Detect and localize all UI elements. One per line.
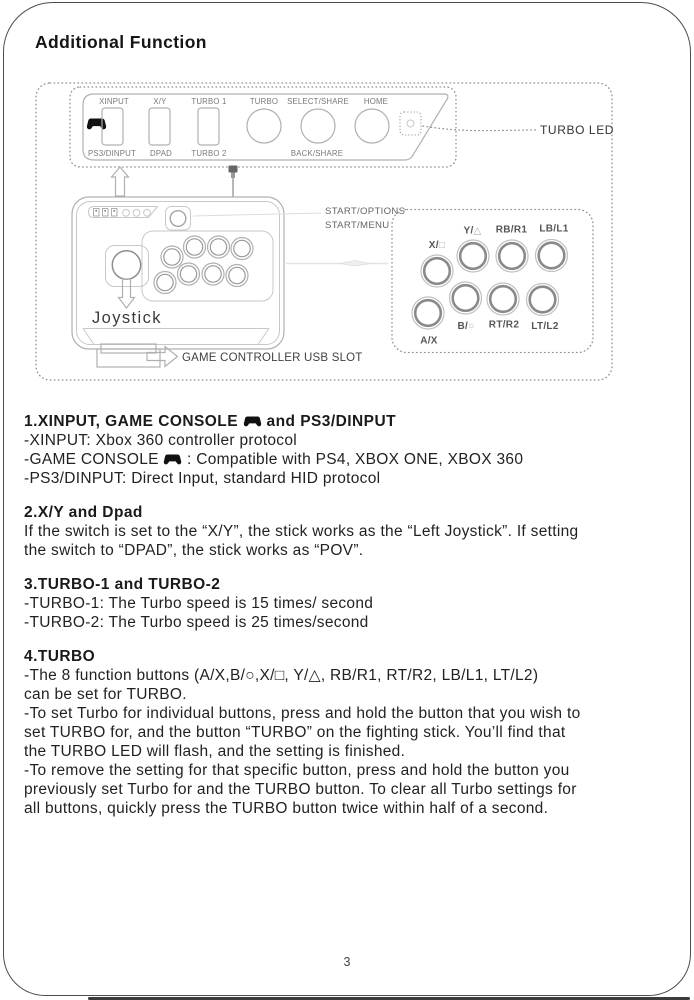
cluster-label-rb: RB/R1 <box>495 224 528 236</box>
section-turbo-speed <box>24 575 674 632</box>
device-mini-strip <box>89 207 158 218</box>
section-xinput <box>24 412 674 488</box>
switch-turbo1-turbo2 <box>198 108 219 145</box>
section-xy-dpad <box>24 503 674 560</box>
cluster-label-y: Y/△ <box>463 225 482 237</box>
body-line: set TURBO for, and the button “TURBO” on the fighting stick. You’ll find that <box>24 724 566 741</box>
body-line: -To set Turbo for individual buttons, press and hold the button that you wish to <box>24 705 581 722</box>
section-1-heading <box>24 412 674 431</box>
section-turbo <box>24 647 674 818</box>
body-line: previously set Turbo for and the TURBO button. To clear all Turbo settings for <box>24 781 577 798</box>
turbo-button <box>247 109 281 143</box>
label-select-share: SELECT/SHARE <box>287 97 349 106</box>
section-4-heading: 4.TURBO <box>24 648 96 665</box>
gamepad-icon <box>87 118 106 129</box>
usb-cable <box>229 166 238 198</box>
turbo-led-dot <box>407 120 414 127</box>
label-home: HOME <box>363 97 389 106</box>
section-1-heading-post: and PS3/DINPUT <box>266 413 397 430</box>
turbo-led-leader <box>423 126 536 131</box>
device-front-edge <box>83 329 269 345</box>
cluster-label-rt: RT/R2 <box>488 319 520 331</box>
fight-stick-device <box>72 197 284 367</box>
label-dpad: DPAD <box>150 149 172 158</box>
hardware-diagram <box>0 0 694 400</box>
body-line: -The 8 function buttons (A/X,B/○,X/□, Y/△, RB/R1, RT/R2, LB/L1, LT/L2) <box>24 667 539 684</box>
home-button <box>355 109 389 143</box>
label-xy: X/Y <box>153 97 167 106</box>
down-arrow <box>119 279 135 308</box>
switch-xy-dpad <box>149 108 170 145</box>
start-options-label: START/OPTIONS <box>325 206 406 217</box>
cluster-detail <box>412 224 569 347</box>
body-line: can be set for TURBO. <box>24 686 187 703</box>
body-line: the TURBO LED will flash, and the setting is finished. <box>24 743 406 760</box>
device-button-cluster <box>142 231 273 301</box>
cluster-label-a: A/X <box>420 335 438 347</box>
turbo-led <box>400 112 421 135</box>
turbo-led-label: TURBO LED <box>540 123 615 137</box>
start-leader-line <box>193 213 321 216</box>
section-3-heading: 3.TURBO-1 and TURBO-2 <box>24 576 221 593</box>
select-share-button <box>301 109 335 143</box>
page-number: 3 <box>343 955 351 969</box>
device-start-button <box>166 207 191 231</box>
body-line: If the switch is set to the “X/Y”, the stick works as the “Left Joystick”. If setting <box>24 523 579 540</box>
body-line: -TURBO-1: The Turbo speed is 15 times/ second <box>24 595 374 612</box>
up-arrow <box>112 167 129 196</box>
instructions <box>24 412 674 833</box>
page-title: Additional Function <box>35 32 207 52</box>
body-line: -GAME CONSOLE : Compatible with PS4, XBOX ONE, XBOX 360 <box>24 451 524 468</box>
body-line: -To remove the setting for that specific button, press and hold the button you <box>24 762 570 779</box>
joystick-label: Joystick <box>92 309 162 327</box>
start-menu-label: START/MENU <box>325 220 390 231</box>
label-back-share: BACK/SHARE <box>290 149 344 158</box>
label-ps3-dinput: PS3/DINPUT <box>88 149 136 158</box>
body-line: -PS3/DINPUT: Direct Input, standard HID protocol <box>24 470 381 487</box>
label-xinput: XINPUT <box>99 97 129 106</box>
section-2-heading: 2.X/Y and Dpad <box>24 504 143 521</box>
body-line: the switch to “DPAD”, the stick works as “POV”. <box>24 542 364 559</box>
cluster-label-lb: LB/L1 <box>539 223 569 235</box>
body-line: all buttons, quickly press the TURBO button twice within half of a second. <box>24 800 549 817</box>
cluster-label-lt: LT/L2 <box>531 321 559 332</box>
cluster-label-x: X/□ <box>428 240 446 251</box>
body-line: -TURBO-2: The Turbo speed is 25 times/second <box>24 614 369 631</box>
cluster-connector <box>286 261 388 267</box>
gamepad-icon <box>243 415 262 428</box>
body-line: -XINPUT: Xbox 360 controller protocol <box>24 432 297 449</box>
section-1-heading-pre: 1.XINPUT, GAME CONSOLE <box>24 413 239 430</box>
usb-slot-label: GAME CONTROLLER USB SLOT <box>182 352 363 364</box>
gamepad-icon <box>163 453 182 466</box>
label-turbo1: TURBO 1 <box>191 97 227 106</box>
label-turbo2: TURBO 2 <box>191 149 227 158</box>
device-usb-slot <box>97 344 160 367</box>
cluster-label-b: B/○ <box>457 321 475 332</box>
top-panel <box>83 94 448 160</box>
label-turbo: TURBO <box>249 97 279 106</box>
